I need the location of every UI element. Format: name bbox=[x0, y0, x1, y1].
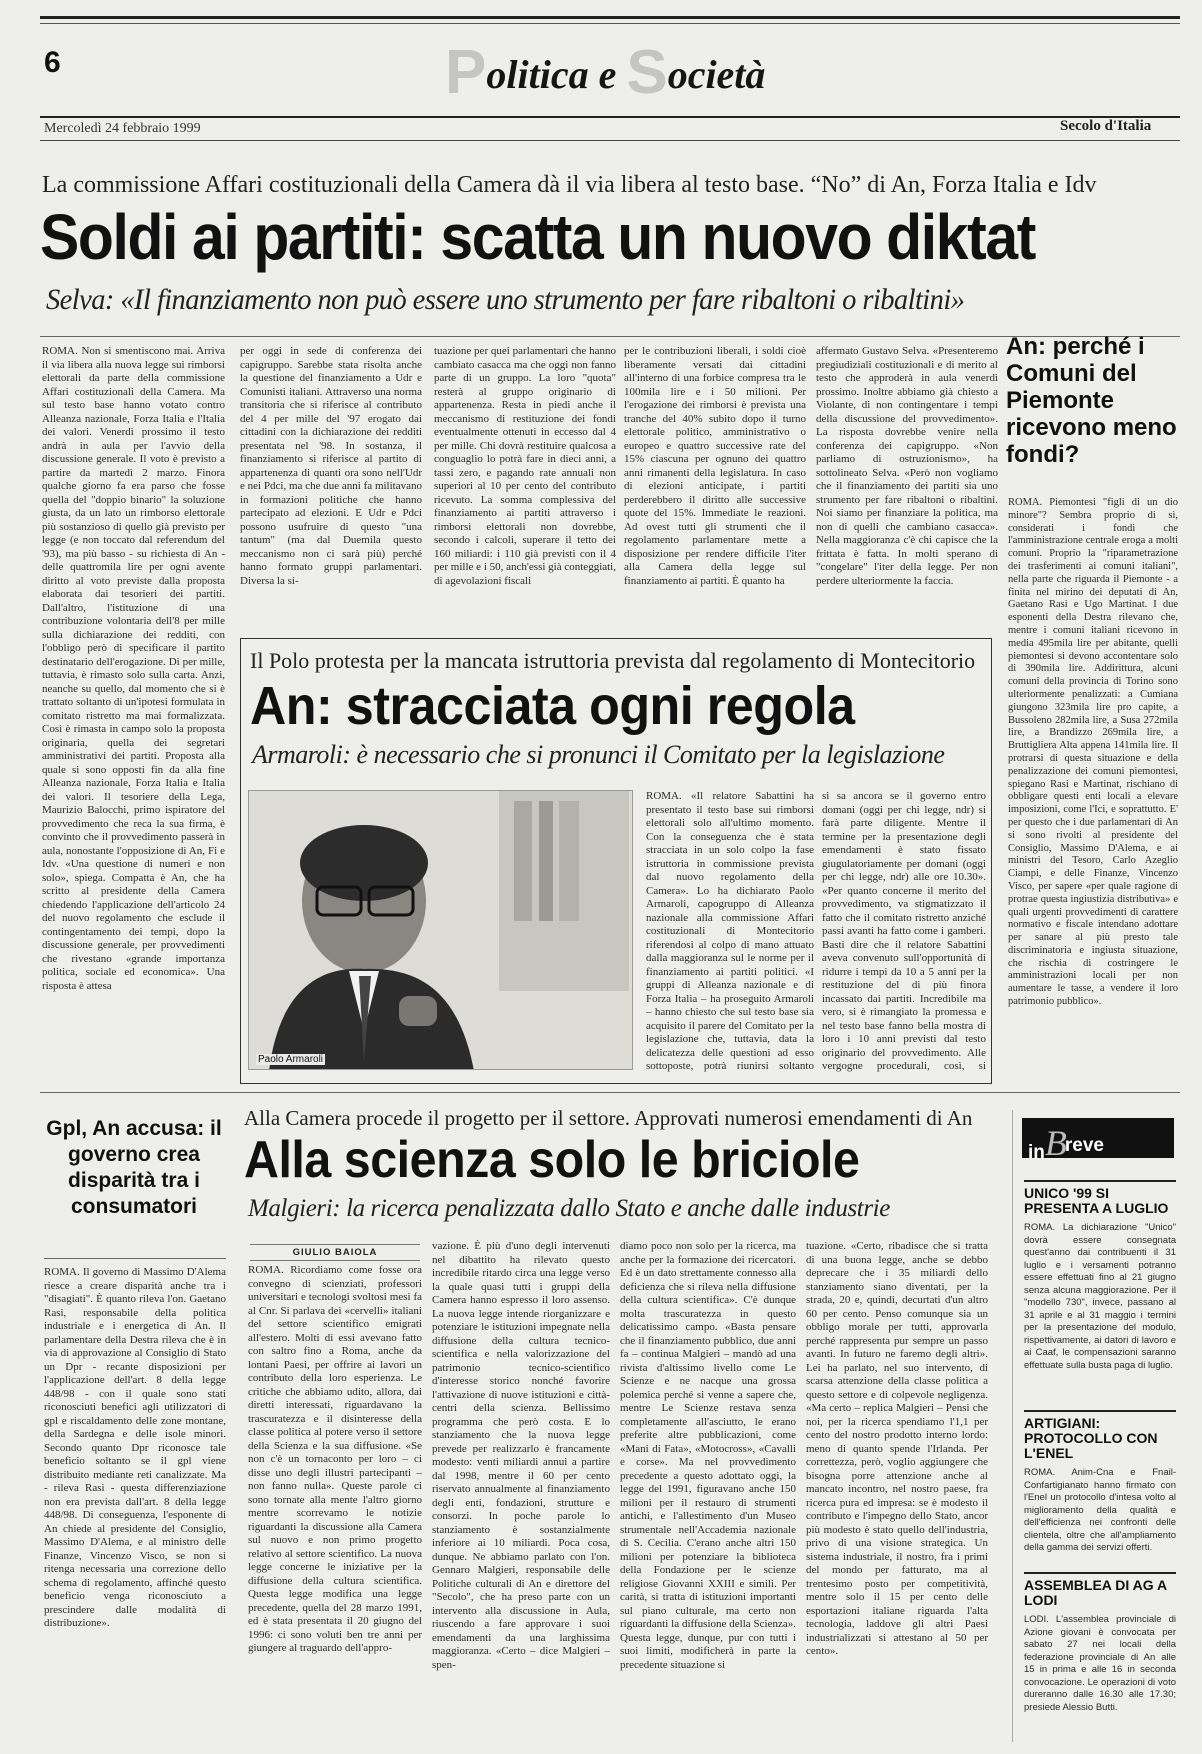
header-bottom-rule bbox=[40, 140, 1180, 141]
section-initial-s: S bbox=[626, 38, 668, 107]
lead-column-2: per oggi in sede di conferenza dei capigruppo. Sarebbe stata risolta anche la questione del finanziamento a Udr e Comunisti italiani. Attraverso una norma transitoria che si riferisce al contributo del 4 per mille del '97 erogato dai cittadini con la dichiarazione dei redditi presentata nel '98. In sostanza, il finanziamento si riferisce al partito di appartenenza di quanti ora sono nell'Udr e nei Pdci, ma che due anni fa militavano in formazioni politiche che hanno partecipato ad elezioni. E Udr e Pdci possono usufruire di questo "una tantum" (ma dal Duemila questo meccanismo non ci sarà più) perché hanno formato gruppi parlamentari. Diversa la si- bbox=[240, 345, 422, 587]
brief-item-1 bbox=[1024, 1180, 1176, 1372]
brief-rule-1 bbox=[1024, 1180, 1176, 1182]
lead-column-3: tuazione per quei parlamentari che hanno cambiato casacca ma che oggi non fanno parte di un gruppo. La loro "quota" resterà al gruppo originario di appartenenza. Resta in piedi anche il meccanismo di restituzione dei fondi eventualmente ottenuti in eccesso dal 4 per mille. Chi dovrà restituire qualcosa a conguaglio lo potrà fare in dieci anni, a tassi zero, e pagando rate annuali non superiori al 10 per cento del contributo ricevuto. La somma complessiva del finanziamento ai partiti attraverso i rimborsi elettorali non dovrebbe, secondo i calcoli, superare il tetto dei 160 miliardi: i 110 già previsti con il 4 per mille e i 50, anch'essi già conteggiati, di agevolazioni fiscali bbox=[434, 345, 616, 587]
inbreve-logo-in: in bbox=[1028, 1142, 1045, 1158]
top-rule-thin bbox=[40, 23, 1180, 24]
comuni-body: ROMA. Piemontesi "figli di un dio minore"? Sembra proprio di sì, considerati i fondi che l'amministrazione centrale eroga a molti comuni. Proprio la "riparametrazione dei trasferimenti ai comuni italiani", nella parte che riguarda il Piemonte - a finita nel mirino dei deputati di An, Gaetano Rasi e Ugo Martinat. I due esponenti della Destra rilevano che, mentre i comuni italiani ricevono in media 495mila lire per abitante, quelli piemontesi si devono accontentare solo di 390mila lire. Addirittura, alcuni comuni della provincia di Torino sono ulteriormente penalizzati: a Cumiana giungono 323mila lire pro capite, a Bussoleno 282mila lire, a Susa 272mila lire, a Brandizzo 269mila lire, a Bruttigliera Alta appena 141mila lire. Il protrarsi di questa situazione e della penalizzazione dei comuni piemontesi, spiegano Rasi e Martinat, rischiano di obbligare questi enti locali a elevare imposizioni, come l'Ici, e soprattutto. E' per questo che i due parlamentari di An si sono rivolti al presidente del Consiglio, Massimo D'Alema, e ai ministri del Tesoro, Carlo Azeglio Ciampi, e delle Finanze, Vincenzo Visco, per sapere «per quale ragione di protrae questa ingiustizia distributiva» e quali urgenti provvedimenti di carattere normativo e fiscale intendano adottare per sanare al più presto tale discriminatoria e ingiusta situazione, che rischia di costringere le amministrazioni locali per non aumentare le tasse, a vendere il loro patrimonio pubblico». bbox=[1008, 497, 1178, 1008]
inbreve-logo bbox=[1022, 1118, 1174, 1158]
section-title bbox=[445, 38, 766, 107]
issue-date: Mercoledì 24 febbraio 1999 bbox=[44, 121, 201, 136]
lead-column-5: affermato Gustavo Selva. «Presenteremo pregiudiziali costituzionali e di merito al testo che approderà in aula venerdì prossimo. Inoltre abbiamo già chiesto a Violante, di non contingentare i tempi della discussione del provvedimento». La risposta dovrebbe venire nella conferenza dei capigruppo. «Non parliamo di ostruzionismo», ha sottolineato Selva. «Però non vogliamo che il finanziamento dei partiti sia uno strumento per fare ribaltoni o ribaltini. Noi siamo per finanziare la politica, ma non di quelli che cambiano casacca». Nella maggioranza c'è chi capisce che la frittata è fatta. In molti sperano di "congelare" l'iter della legge. Per non perdere ulteriormente la faccia. bbox=[816, 345, 998, 587]
section-text-2: ocietà bbox=[667, 52, 766, 97]
brief-item-2 bbox=[1024, 1410, 1176, 1555]
brief-item-3 bbox=[1024, 1572, 1176, 1714]
brief-rule-3 bbox=[1024, 1572, 1176, 1574]
scienza-column-3: diamo poco non solo per la ricerca, ma anche per la formazione dei ricercatori. Ed è un dato strettamente connesso alla deficienza che si rileva nella diffusione della cultura scientifica». C'è dunque molta trascuratezza in questo delicatissimo campo. «Basta pensare che il finanziamento pubblico, due anni fa – continua Malgieri – mandò ad una rivista d'altissimo livello come Le Scienze e ne nacque una grossa polemica perché si venne a sapere che, mentre Le Scienze restava senza completamente all'asciutto, le erano preferite altre pubblicazioni, come «Mani di Fata», «Motocross», «Cavalli e corse». Ma nel provvedimento precedente a questo adottato oggi, la legge del 1991, figuravano anche 150 milioni per il restauro di strumenti antichi, e l'allestimento d'un Museo strumentale nell'Accademia nazionale di S. Cecilia. C'erano anche altri 150 milioni per potenziare la biblioteca della Fondazione per le scienze religiose Giovanni XXIII e simili. Per carità, si tratta di istituzioni importanti sul piano culturale, ma certo non riguardanti la diffusione della Scienza». Questa legge, dunque, pur con tutti i suoi limiti, modificherà in parte la precedente situazione si bbox=[620, 1240, 796, 1671]
inbreve-logo-b: B bbox=[1044, 1123, 1067, 1158]
brief-title-3: ASSEMBLEA DI AG A LODI bbox=[1024, 1577, 1167, 1608]
scienza-headline: Alla scienza solo le briciole bbox=[244, 1131, 860, 1189]
scienza-column-1: ROMA. Ricordiamo come fosse ora convegno di scienziati, professori universitari e tecnologi svoltosi mesi fa al Cnr. Si parlava dei «cervelli» italiani del settore scientifico emigrati all'estero. Molti di essi avevano fatto con saltro fino a Roma, anche da lontani Paesi, per offrire ai lavori un contributo della loro esperienza. Le critiche che abbiamo udito, allora, dai diretti interessati, riguardavano la trascuratezza e il disinteresse della classe politica al potere verso il settore della Scienza e la sua diffusione. «Se non c'è un tornaconto per loro – ci disse uno degli illustri partecipanti – non fanno nulla». Queste parole ci sono tornate alla mente l'altro giorno mentre scorrevamo le notizie riguardanti la discussione alla Camera sul nuovo e non primo progetto relativo al settore scientifico. La nuova legge concerne le iniziative per la diffusione della cultura scientifica. Questa legge modifica una legge precedente, quella del 28 marzo 1991, ed è stata presentata il 20 giugno del 1996: ci sono voluti ben tre anni per giungere al traguardo dell'appro- bbox=[248, 1264, 422, 1654]
top-rule bbox=[40, 16, 1180, 19]
portrait-illustration bbox=[249, 791, 633, 1070]
scienza-kicker: Alla Camera procede il progetto per il settore. Approvati numerosi emendamenti di An bbox=[244, 1106, 973, 1130]
lead-column-4: per le contribuzioni liberali, i soldi cioè liberamente versati dai cittadini all'interno di una forbice compresa tra le 100mila lire e i 50 milioni. Per l'erogazione dei rimborsi è prevista una tranche del 40% subito dopo il turno elettorale politico, amministrativo o europeo e quattro successive rate del 15% ciascuna per ognuno dei quattro anni rimanenti della legislatura. In caso di elezioni anticipate, i partiti perderebbero il diritto alle successive quote del 15%. Immediate le reazioni. Ad ovest tutti gli strumenti che il regolamento parlamentare mette a disposizione per rendere difficile l'iter alla Camera della legge sul finanziamento ai partiti. È quanto ha bbox=[624, 345, 806, 587]
photo-caption: Paolo Armaroli bbox=[258, 1054, 324, 1065]
lead-column-1: ROMA. Non si smentiscono mai. Arriva il via libera alla nuova legge sui rimborsi elettorali da parte della commissione Affari costituzionali della Camera. Ma sul testo base hanno votato contro Alleanza nazionale, Forza Italia e l'Italia dei valori. Venerdì prossimo il testo andrà in aula per l'avvio della discussione generale. Il voto è previsto a partire da martedì 2 marzo. Finora qualche giorno fa era parso che fosse quella del "doppio binario" la soluzione giusta, da un lato un rimborso elettorale più sostanzioso di quello già previsto per legge (e non toccato dal referendum del '93), ma più basso - su richiesta di An - delle quattromila lire per ogni avente diritto al voto previste dalla proposta elaborata dai tesorieri dei partiti. Dall'altro, l'istituzione di una contribuzione volontaria dell'8 per mille sulla dichiarazione dei redditi, con l'obbligo però di specificare il partito destinatario dell'erogazione. Di per mille, tuttavia, è rimasto solo sulla carta. Anzi, neanche su quello, dal momento che si è trattato soltanto di un'ipotesi formulata in comitato ristretto ma mai formalizzata. Così è rimasta in campo solo la proposta originaria, quella dei segretari amministrativi dei partiti. Proposta alla quale si sono opposti fin da alla fine Alleanza nazionale, Forza Italia e Italia dei valori. Il tesoriere della Lega, Maurizio Balocchi, primo ispiratore del provvedimento che reca la sua firma, è convinto che il provvedimento passerà in aula, nonostante l'opposizione di An, Fi e Idv. «Una questione di numeri e non solo», spiega. Compatta è An, che ha scritto al presidente della Camera chiedendo l'applicazione dell'articolo 24 del nuovo regolamento che esclude il contingentamento dei tempi, dopo la discussione generale, per provvedimenti che rivestano «grande importanza politica, sociale ed economica». Una risposta è attesa bbox=[42, 345, 225, 992]
scienza-column-2: vazione. È più d'uno degli intervenuti nel dibattito ha rilevato questo incredibile ritardo circa una legge verso la quale quasi tutti i gruppi della Camera hanno espresso il loro assenso. La nuova legge intende riorganizzare e potenziare le istituzioni impegnate nella diffusione della cultura tecnico-scientifica e nella valorizzazione del patrimonio tecnico-scientifico d'interesse storico nonché favorire l'attivazione di nuove istituzioni e città-centri della scienza. Bellissimo programma che però costa. E lo stanziamento che la nuova legge prevede per realizzarlo è francamente modesto: venti miliardi annui a partire dal 1998, mentre il 60 per cento riservato annualmente al finanziamento degli enti, fondazioni, strutture e consorzi. In poche parole lo stanziamento è sostanzialmente inferiore ai 10 miliardi. Poca cosa, dunque. Ne abbiamo parlato con l'on. Gennaro Malgieri, responsabile delle Politiche culturali di An e direttore del "Secolo", che ha preso parte con un intervento alla discussione in Aula, riuscendo a fare approvare i suoi emendamenti da una larghissima maggioranza. «Certo – dice Malgieri – spen- bbox=[432, 1240, 610, 1671]
brief-text-2: ROMA. Anim-Cna e Fnail-Confartigianato hanno firmato con l'Enel un protocollo d'intesa volto al miglioramento della qualità e dell'efficienza nei confronti delle clientela, oltre che all'ampliamento della gamma dei servizi offerti. bbox=[1024, 1467, 1176, 1553]
section-initial-p: P bbox=[445, 38, 487, 107]
polo-column-1: ROMA. «Il relatore Sabattini ha presentato il testo base sui rimborsi elettorali solo all'ultimo momento. Con la conseguenza che è stata stracciata in un solo colpo la fase istruttoria in commissione prevista dal nuovo regolamento della Camera». Lo ha dichiarato Paolo Armaroli, capogruppo di Alleanza nazionale alla commissione Affari costituzionali di Montecitorio riferendosi al colpo di mano attuato dalla maggioranza sul le norme per il finanziamento ai partiti politici. «I gruppi di Alleanza nazionale e di Forza Italia – ha proseguito Armaroli – hanno chiesto che sul testo base sia acquisito il parere del Comitato per la legislazione che, tuttavia, data la delicatezza delle questioni ad esso sottoposte, potrà riunirsi soltanto bbox=[646, 790, 814, 1072]
lead-subhead: Selva: «Il finanziamento non può essere uno strumento per fare ribaltoni o ribaltini» bbox=[46, 283, 965, 316]
brief-rule-2 bbox=[1024, 1410, 1176, 1412]
masthead-rule bbox=[40, 116, 1180, 118]
comuni-headline: An: perché i Comuni del Piemonte ricevono meno fondi? bbox=[1006, 333, 1177, 468]
brief-text-1: ROMA. La dichiarazione "Unico" dovrà essere consegnata quest'anno dai contribuenti il 31 luglio e i versamenti potranno essere effettuati fino al 21 giugno senza alcuna maggiorazione. Per il "modello 730", invece, passano al 31 aprile e al 31 maggio i termini per la presentazione del modulo, rispettivamente, ai datori di lavoro e ai Caaf, le compensazioni saranno effettuate sulla busta paga di luglio. bbox=[1024, 1222, 1176, 1371]
polo-column-2: si sa ancora se il governo entro domani (oggi per chi legge, ndr) si farà parte diligente. Mentre il termine per la presentazione degli emendamenti è stato fissato giugulatoriamente per domani (oggi per chi legge, ndr) alle ore 10.30». «Per quanto concerne il merito del provvedimento, va stigmatizzato il fatto che il comitato ristretto anziché passi avanti ha fatto come i gamberi. Basti dire che il relatore Sabattini aveva convenuto sull'opportunità di ridurre i tempi da 10 a 5 anni per la restituzione del di più finora incassato dai partiti. Incredibile ma vero, si è rimangiato la promessa e nel testo base fanno bella mostra di loro i 10 anni previsti dal testo originario del provvedimento. Alle vergogne procedurali, così, si bbox=[822, 790, 986, 1072]
polo-headline: An: stracciata ogni regola bbox=[250, 676, 855, 736]
lead-headline: Soldi ai partiti: scatta un nuovo diktat bbox=[40, 201, 1035, 273]
section-text-1: olitica e bbox=[486, 52, 627, 97]
brief-title-1: UNICO '99 SI PRESENTA A LUGLIO bbox=[1024, 1185, 1169, 1216]
scienza-subhead: Malgieri: la ricerca penalizzata dallo Stato e anche dalle industrie bbox=[248, 1195, 890, 1222]
bottom-section-rule bbox=[40, 1092, 1180, 1093]
page-number: 6 bbox=[44, 46, 61, 79]
lead-kicker: La commissione Affari costituzionali della Camera dà il via libera al testo base. “No” di An, Forza Italia e Idv bbox=[42, 172, 1097, 198]
scienza-byline: GIULIO BAIOLA bbox=[250, 1244, 420, 1261]
brief-text-3: LODI. L'assemblea provinciale di Azione giovani è convocata per sabato 27 nei locali della federazione provinciale di An alle 15 in prima e alle 16 in seconda convocazione. Le operazioni di voto dureranno dalle 16.30 alle 17.30; presiede Alessio Butti. bbox=[1024, 1614, 1176, 1713]
polo-kicker: Il Polo protesta per la mancata istruttoria prevista dal regolamento di Montecitorio bbox=[250, 648, 976, 673]
scienza-column-4: tuazione. «Certo, ribadisce che si tratta di una buona legge, anche se debbo deprecare che i 35 miliardi dello stanziamento siano diventati, per la strada, 20 e, quindi, decurtati d'un altro 60 per cento. Penso comunque sia un obbligo morale per tutti, approvarla perché rappresenta pur sempre un passo avanti. In futuro ne faremo degli altri». Lei ha parlato, nel suo intervento, di scarsa attenzione della classe politica a questo settore e di colpevole negligenza. «Ma certo – replica Malgieri – Pensi che noi, per la ricerca spendiamo l'1,1 per cento del nostro prodotto interno lordo: meno di quanto spende l'Irlanda. Per correttezza, però, voglio aggiungere che bisogna porre attenzione anche al mancato incontro, nel nostro paese, fra ricerca pura ed impresa: se è modesto il contributo e l'impegno dello Stato, ancor più modesto è stato quello dell'industria, privo di una visione strategica. Un sistema industriale, il nostro, fra i primi del mondo per fatturato, ma al trentesimo posto per competitività, mentre solo il 15 per cento delle esportazioni italiane riguarda l'alta tecnologia, laddove gli altri Paesi industrializzati si attestano al 50 per cento». bbox=[806, 1240, 988, 1657]
gpl-body: ROMA. Il governo di Massimo D'Alema riesce a creare disparità anche tra i "disagiati". È quanto rileva l'on. Gaetano Rasi, responsabile della politica industriale e i energetica di An. Il parlamentare della Destra rileva che è in via di approvazione al Consiglio di Stato un Dpr - recante disposizioni per l'applicazione dell'art. 8 della legge 448/98 - con il quale sono stati riconosciuti benefici agli utilizzatori di gpl e riscaldamento delle zone montane, della Sardegna e delle isole minori. Secondo quanto Dpr riconosce tale beneficio soltanto se il gpl viene distribuito mediante reti canalizzate. Ma - rileva Rasi - questa differenziazione non era prevista dall'art. 8 della legge 448/98. Di conseguenza, l'esponente di An chiede al presidente del Consiglio, Massimo D'Alema, e al ministro delle Finanze, Vincenzo Visco, se non si ritenga necessaria una correzione dello schema di regolamento, affinché questo beneficio venga riconosciuto a prescindere dalle modalità di distribuzione». bbox=[44, 1266, 226, 1629]
inbreve-logo-reve: reve bbox=[1064, 1135, 1104, 1156]
brief-title-2: ARTIGIANI: PROTOCOLLO CON L'ENEL bbox=[1024, 1415, 1158, 1461]
gpl-headline: Gpl, An accusa: il governo crea disparità tra i consumatori bbox=[46, 1117, 222, 1218]
newspaper-name: Secolo d'Italia bbox=[1060, 118, 1152, 134]
polo-subhead: Armaroli: è necessario che si pronunci il Comitato per la legislazione bbox=[252, 740, 945, 769]
gpl-rule bbox=[44, 1258, 226, 1259]
armaroli-photo bbox=[248, 790, 633, 1070]
